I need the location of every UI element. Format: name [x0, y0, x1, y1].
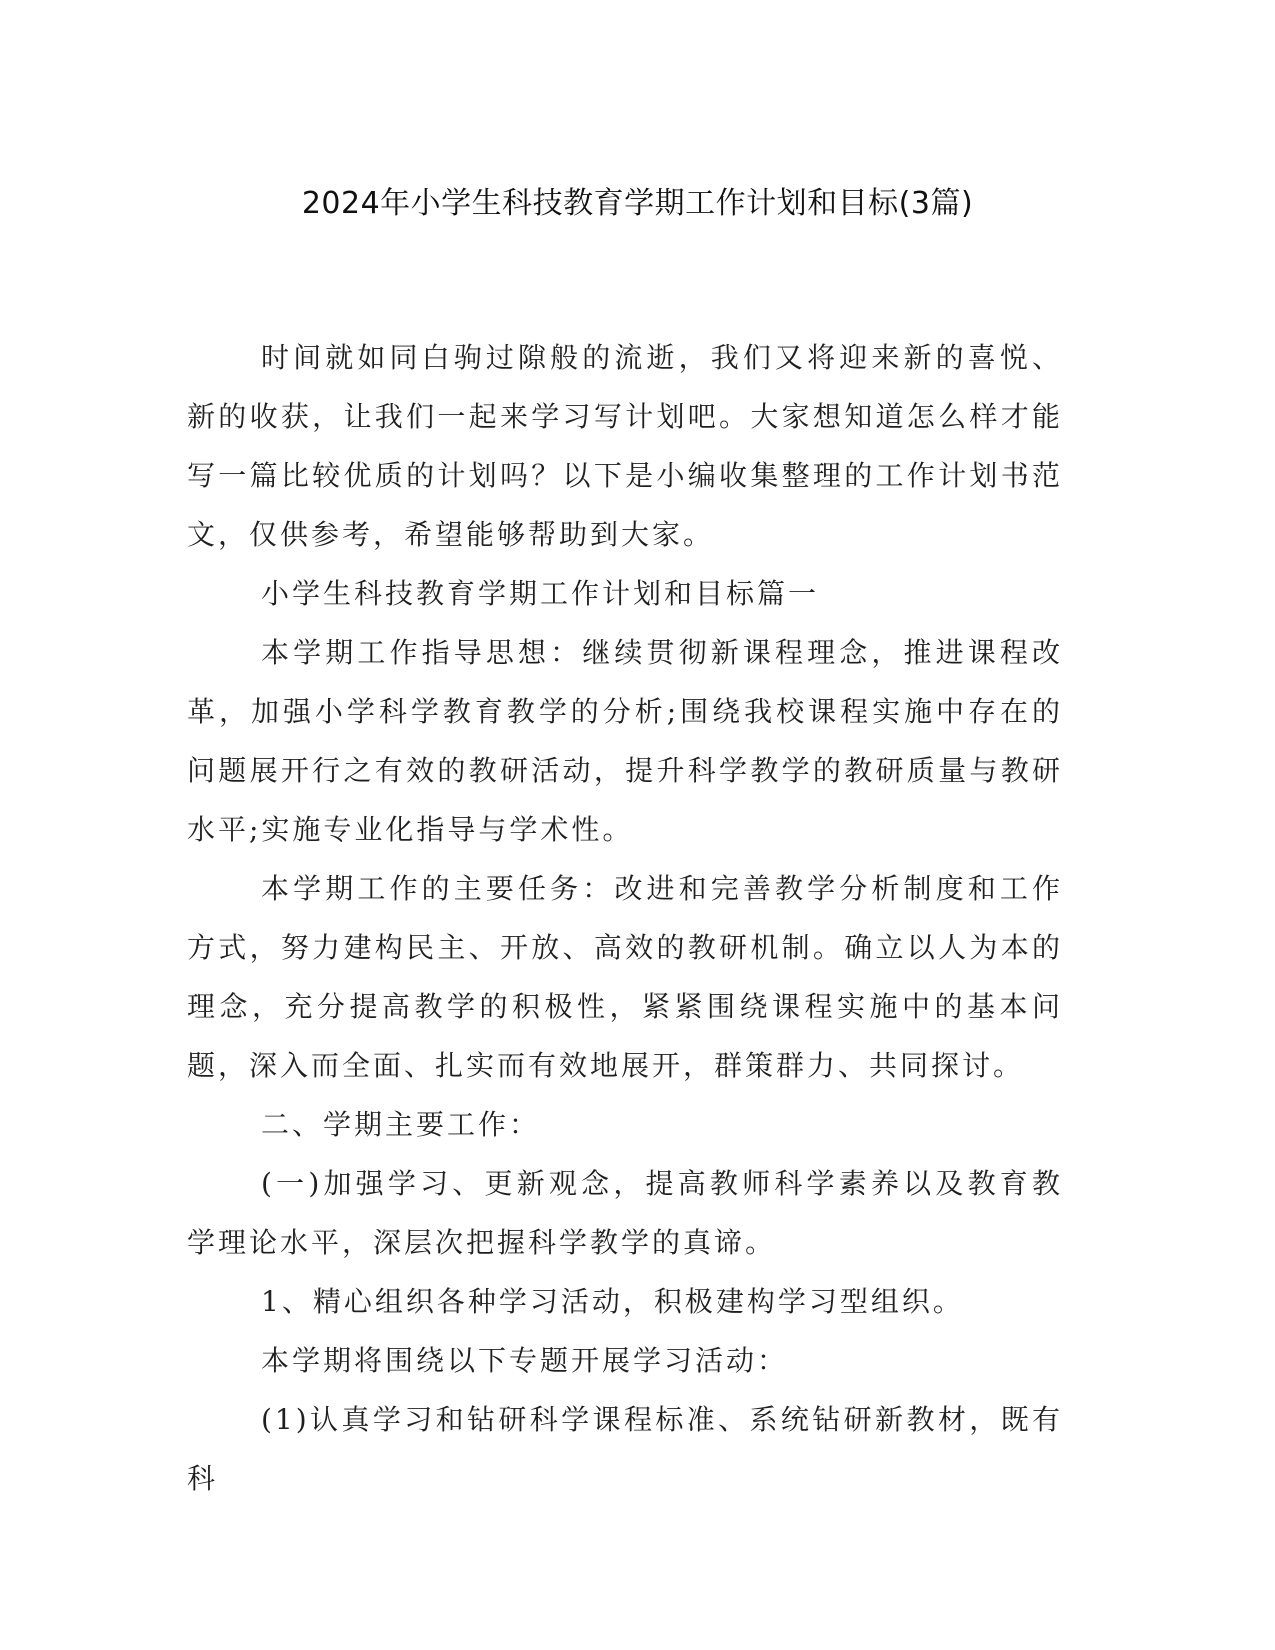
- study-topics-intro: 本学期将围绕以下专题开展学习活动：: [261, 1344, 789, 1377]
- item-one-paragraph: 1、精心组织各种学习活动，积极建构学习型组织。: [261, 1285, 964, 1318]
- main-tasks-paragraph: 本学期工作的主要任务：改进和完善教学分析制度和工作方式，努力建构民主、开放、高效的教研机制。确立以人为本的理念，充分提高教学的积极性，紧紧围绕课程实施中的基本问题，深入而全面、扎实而有效地展开，群策群力、共同探讨。: [187, 872, 1063, 1082]
- topic-one-paragraph: (1)认真学习和钻研科学课程标准、系统钻研新教材，既有科: [187, 1403, 1063, 1495]
- section-heading-part-one: 小学生科技教育学期工作计划和目标篇一: [261, 577, 820, 610]
- subsection-one-paragraph: (一)加强学习、更新观念，提高教师科学素养以及教育教学理论水平，深层次把握科学教学的真谛。: [187, 1167, 1063, 1259]
- guiding-ideology-paragraph: 本学期工作指导思想：继续贯彻新课程理念，推进课程改革，加强小学科学教育教学的分析;围绕我校课程实施中存在的问题展开行之有效的教研活动，提升科学教学的教研质量与教研水平;实施专业化指导与学术性。: [187, 636, 1063, 846]
- document-title: 2024年小学生科技教育学期工作计划和目标(3篇): [301, 186, 974, 221]
- intro-paragraph: 时间就如同白驹过隙般的流逝，我们又将迎来新的喜悦、新的收获，让我们一起来学习写计划吧。大家想知道怎么样才能写一篇比较优质的计划吗？以下是小编收集整理的工作计划书范文，仅供参考，希望能够帮助到大家。: [187, 341, 1063, 551]
- document-body: [187, 328, 1063, 1508]
- section-heading-main-work: 二、学期主要工作：: [261, 1108, 541, 1141]
